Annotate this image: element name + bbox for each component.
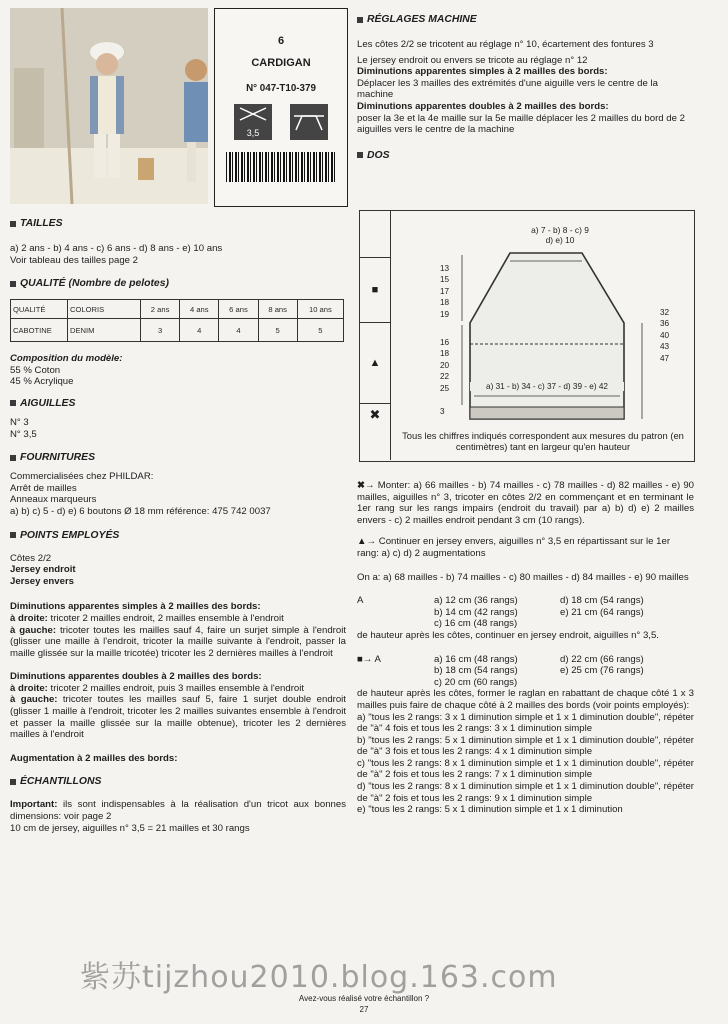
reglages-p2: Le jersey endroit ou envers se tricote au réglage n° 12 — [357, 54, 588, 66]
pattern-header-card — [214, 8, 348, 207]
point-name: Jersey endroit — [10, 564, 76, 576]
dos-a-after: de hauteur après les côtes, continuer en jersey endroit, aiguilles n° 3,5. — [357, 629, 659, 641]
raglan-e: e) "tous les 2 rangs: 5 x 1 diminution simple et 1 x 1 diminution — [357, 804, 623, 816]
echantillons-gauge: 10 cm de jersey, aiguilles n° 3,5 = 21 mailles et 30 rangs — [10, 822, 250, 834]
back-schematic — [359, 210, 695, 462]
fournitures-line: Commercialisées chez PHILDAR: — [10, 471, 154, 483]
dim-simple-gauche: à gauche: tricoter toutes les mailles sauf 4, faire un surjet simple à l'endroit (glisser une maille à l'endroit, tricoter la maille suivante à l'endroit, passer la maille glissée sur la maille tricotée) tricoter les 2 dernières mailles à l'endroit — [10, 624, 346, 659]
composition-line: 55 % Coton — [10, 364, 61, 376]
triangle-marker-icon: ▲ — [360, 323, 390, 404]
square-marker-icon: ■ — [360, 258, 390, 323]
pattern-reference: N° 047-T10-379 — [246, 83, 316, 94]
height-b-block: ■→ A a) 16 cm (48 rangs) b) 18 cm (54 rangs) c) 20 cm (60 rangs) d) 22 cm (66 rangs) e) 25 cm (76 rangs) — [357, 653, 644, 688]
photo-illustration — [10, 8, 208, 204]
aiguilles-line: N° 3 — [10, 416, 29, 428]
dos-on-a: On a: a) 68 mailles - b) 74 mailles - c) 80 mailles - d) 84 mailles - e) 90 mailles — [357, 571, 689, 583]
reglages-simple-title: Diminutions apparentes simples à 2 mailles des bords: — [357, 66, 608, 78]
dos-continuer: ▲→ Continuer en jersey envers, aiguilles n° 3,5 en répartissant sur le 1er rang: a) c) d) 2 augmentations — [357, 536, 671, 559]
dim-double-title: Diminutions apparentes doubles à 2 mailles des bords: — [10, 671, 262, 683]
composition-line: 45 % Acrylique — [10, 376, 74, 388]
left-column — [10, 218, 346, 834]
yarn-table-row: CABOTINE DENIM 3 4 4 5 5 — [11, 319, 344, 342]
raglan-c: c) "tous les 2 rangs: 8 x 1 diminution simple et 1 x 1 diminution double", répéter de "à" 2 fois et tous les 2 rangs: 7 x 1 diminution simple — [357, 757, 694, 781]
reglages-double: poser la 3e et la 4e maille sur la 5e maille déplacer les 2 mailles du bord de 2 aiguilles vers le centre de la machine — [357, 112, 685, 136]
needle-size-label: 3,5 — [246, 128, 260, 138]
qualite-heading: QUALITÉ (Nombre de pelotes) — [10, 278, 346, 289]
schematic-width-measure: a) 31 - b) 34 - c) 37 - d) 39 - e) 42 — [470, 382, 624, 391]
aiguilles-heading: AIGUILLES — [10, 398, 346, 409]
dim-double-gauche: à gauche: tricoter toutes les mailles sauf 5, faire 1 surjet double endroit (glisser 1 maille à l'endroit, tricoter les 2 mailles suivantes ensemble à l'endroit et passer la maille glissée sur la maille obtenue), tricoter les 2 dernières mailles à l'endroit — [10, 694, 346, 741]
point-name: Côtes 2/2 — [10, 552, 52, 564]
schematic-left-lower: 16 18 20 22 25 — [440, 338, 450, 393]
footer-question: Avez-vous réalisé votre échantillon ? — [298, 994, 430, 1003]
points-heading: POINTS EMPLOYÉS — [10, 530, 346, 541]
fournitures-heading: FOURNITURES — [10, 452, 346, 463]
tailles-ref: Voir tableau des tailles page 2 — [10, 254, 139, 266]
raglan-b: b) "tous les 2 rangs: 5 x 1 diminution simple et 1 x 1 diminution double", répéter de "à" 3 fois et tous les 2 rangs: 4 x 1 diminution simple — [357, 734, 694, 758]
schematic-right-height: 32 36 40 43 47 — [660, 308, 670, 363]
tailles-heading: TAILLES — [10, 218, 346, 229]
reglages-simple: Déplacer les 3 mailles des extrémités d'une aiguille vers le centre de la machine — [357, 77, 658, 101]
barcode — [226, 152, 336, 182]
raglan-a: a) "tous les 2 rangs: 3 x 1 diminution simple et 1 x 1 diminution double", répéter de "à" 4 fois et tous les 2 rangs: 3 x 1 diminution simple — [357, 711, 694, 735]
tailles-line: a) 2 ans - b) 4 ans - c) 6 ans - d) 8 ans - e) 10 ans — [10, 243, 223, 254]
cross-marker-icon: ✖ — [369, 407, 381, 422]
pattern-number: 6 — [277, 35, 285, 47]
schematic-caption: Tous les chiffres indiqués correspondent aux mesures du patron (en centimètres) tant en largeur qu'en hauteur — [402, 430, 684, 452]
echantillons-heading: ÉCHANTILLONS — [10, 776, 346, 787]
yarn-table-header: QUALITÉ COLORIS 2 ans 4 ans 6 ans 8 ans 10 ans — [11, 300, 344, 319]
augmentation-title: Augmentation à 2 mailles des bords: — [10, 752, 178, 764]
composition-heading: Composition du modèle: — [10, 353, 123, 365]
reglages-double-title: Diminutions apparentes doubles à 2 mailles des bords: — [357, 100, 609, 112]
raglan-d: d) "tous les 2 rangs: 8 x 1 diminution simple et 1 x 1 diminution double", répéter de "à" 2 fois et tous les 2 rangs: 9 x 1 diminution simple — [357, 781, 694, 804]
dim-simple-title: Diminutions apparentes simples à 2 mailles des bords: — [10, 601, 261, 613]
schematic-left-upper: 13 15 17 18 19 — [440, 264, 450, 319]
right-column — [357, 14, 694, 161]
dim-simple-droite: à droite: tricoter 2 mailles endroit, 2 mailles ensemble à l'endroit — [10, 612, 284, 624]
fournitures-line: a) b) c) 5 - d) e) 6 boutons Ø 18 mm référence: 475 742 0037 — [10, 505, 271, 517]
watermark: 紫苏tijzhou2010.blog.163.com — [80, 960, 558, 995]
page-number: 27 — [359, 1005, 369, 1014]
reglages-p1: Les côtes 2/2 se tricotent au réglage n° 10, écartement des fontures 3 — [357, 39, 654, 50]
schematic-top-measure: a) 7 - b) 8 - c) 9 d) e) 10 — [531, 225, 589, 245]
height-a-block: A a) 12 cm (36 rangs) b) 14 cm (42 rangs) c) 16 cm (48 rangs) d) 18 cm (54 rangs) e) 21 cm (64 rangs) — [357, 595, 644, 630]
schematic-legend — [360, 211, 391, 460]
right-column-instructions — [357, 480, 694, 816]
fournitures-line: Arrêt de mailles — [10, 482, 77, 494]
point-name: Jersey envers — [10, 575, 75, 587]
pattern-title: CARDIGAN — [251, 57, 311, 69]
knitting-machine-icon — [290, 104, 328, 140]
schematic-rib-height: 3 — [440, 407, 445, 416]
model-photo — [10, 8, 208, 204]
dim-double-droite: à droite: tricoter 2 mailles endroit, puis 3 mailles ensemble à l'endroit — [10, 682, 305, 694]
echantillons-important: Important: ils sont indispensables à la réalisation d'un tricot aux bonnes dimensions: voir page 2 — [10, 799, 346, 823]
fournitures-line: Anneaux marqueurs — [10, 494, 97, 506]
aiguilles-line: N° 3,5 — [10, 428, 37, 440]
yarn-table — [10, 299, 344, 342]
reglages-heading: RÉGLAGES MACHINE — [357, 14, 694, 25]
dos-montez: ✖→ Monter: a) 66 mailles - b) 74 mailles - c) 78 mailles - d) 82 mailles - e) 90 mailles, aiguilles n° 3, tricoter en côtes 2/2 en commençant et en terminant le 1er rang sur les rangs impairs (endroit du travail) par a) b) d) e) 2 mailles envers - c) 2 mailles endroit pendant 3 cm (10 rangs). — [357, 480, 694, 526]
needle-size-icon — [234, 104, 272, 140]
dos-heading: DOS — [357, 150, 694, 161]
needles-icon — [234, 104, 272, 124]
dos-b-after: de hauteur après les côtes, former le raglan en rabattant de chaque côté 1 x 3 mailles puis faire de chaque côté à 2 mailles des bords (voir points employés): — [357, 688, 694, 711]
